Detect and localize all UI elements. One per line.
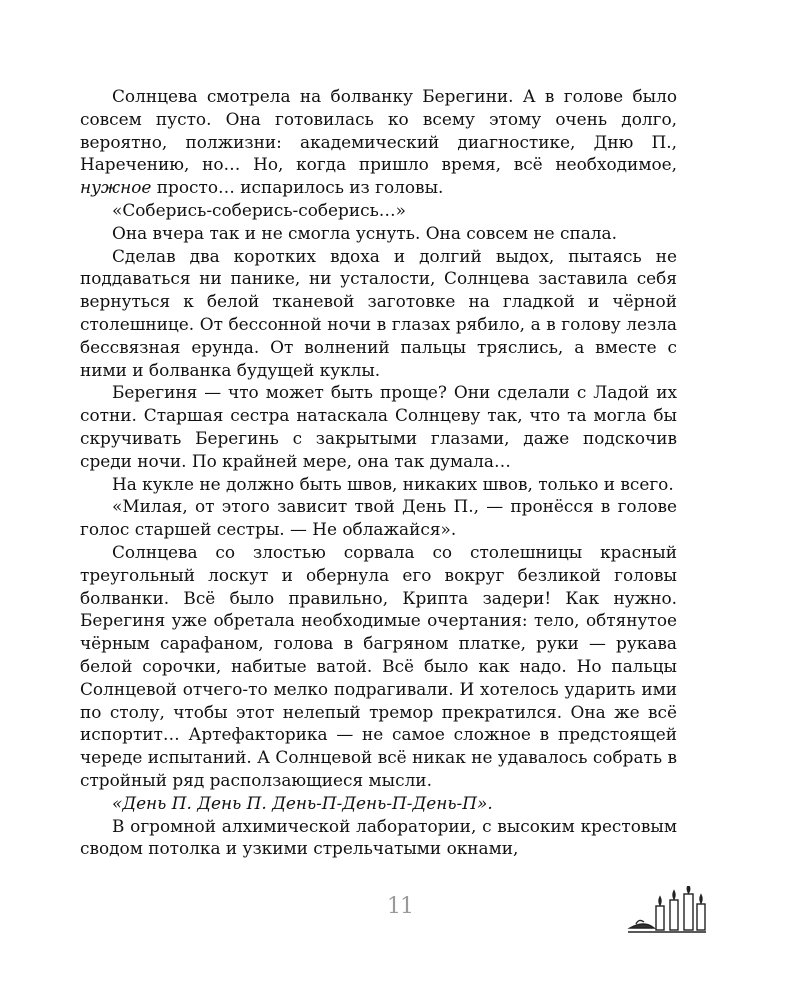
paragraph-5: Берегиня — что может быть проще? Они сделали с Ладой их сотни. Старшая сестра натаскала Солнцеву так, что та могла бы скручивать Берегинь с закрытыми глазами, даже подскочив среди ночи. По крайней мере, она так думала… (80, 382, 677, 471)
paragraph-3: Она вчера так и не смогла уснуть. Она совсем не спала. (112, 222, 617, 243)
paragraph-4: Сделав два коротких вдоха и долгий выдох, пытаясь не поддаваться ни панике, ни усталости, Солнцева заставила себя вернуться к белой тканевой заготовке на гладкой и чёрной столешнице. От бессонной ночи в глазах рябило, а в голову лезла бессвязная ерунда. От волнений пальцы тряслись, а вместе с ними и болванка будущей куклы. (80, 245, 677, 380)
paragraph-2: «Соберись-соберись-соберись…» (112, 199, 406, 220)
paragraph-10: В огромной алхимической лаборатории, с высоким крестовым сводом потолка и узкими стрельчатыми окнами, (80, 815, 677, 859)
paragraph-1-text: Солнцева смотрела на болванку Берегини. А в голове было совсем пусто. Она готовилась ко всему этому очень долго, вероятно, полжизни: академический диагностике, Дню П., Наречению, но… Но, когда пришло время, всё необходимое, (80, 86, 677, 175)
paragraph-6: На кукле не должно быть швов, никаких швов, только и всего. (112, 473, 674, 494)
paragraph-1-italic-word: нужное (80, 177, 152, 198)
page-number: 11 (387, 894, 413, 919)
book-page-text (80, 85, 677, 860)
candles-icon (626, 886, 708, 936)
paragraph-1 (80, 85, 677, 199)
paragraph-7: «Милая, от этого зависит твой День П., — пронёсся в голове голос старшей сестры. — Не облажайся». (80, 496, 677, 540)
paragraph-9-italic: «День П. День П. День-П-День-П-День-П». (112, 792, 493, 813)
paragraph-8: Солнцева со злостью сорвала со столешницы красный треугольный лоскут и обернула его вокруг безликой головы болванки. Всё было правильно, Крипта задери! Как нужно. Берегиня уже обретала необходимые очертания: тело, обтянутое чёрным сарафаном, голова в багряном платке, руки — рукава белой сорочки, набитые ватой. Всё было как надо. Но пальцы Солнцевой отчего-то мелко подрагивали. И хотелось ударить ими по столу, чтобы этот нелепый тремор прекратился. Она же всё испортит… Артефакторика — не самое сложное в предстоящей череде испытаний. А Солнцевой всё никак не удавалось собрать в стройный ряд расползающиеся мысли. (80, 541, 677, 790)
paragraph-1-tail: просто… испарилось из головы. (151, 177, 444, 198)
